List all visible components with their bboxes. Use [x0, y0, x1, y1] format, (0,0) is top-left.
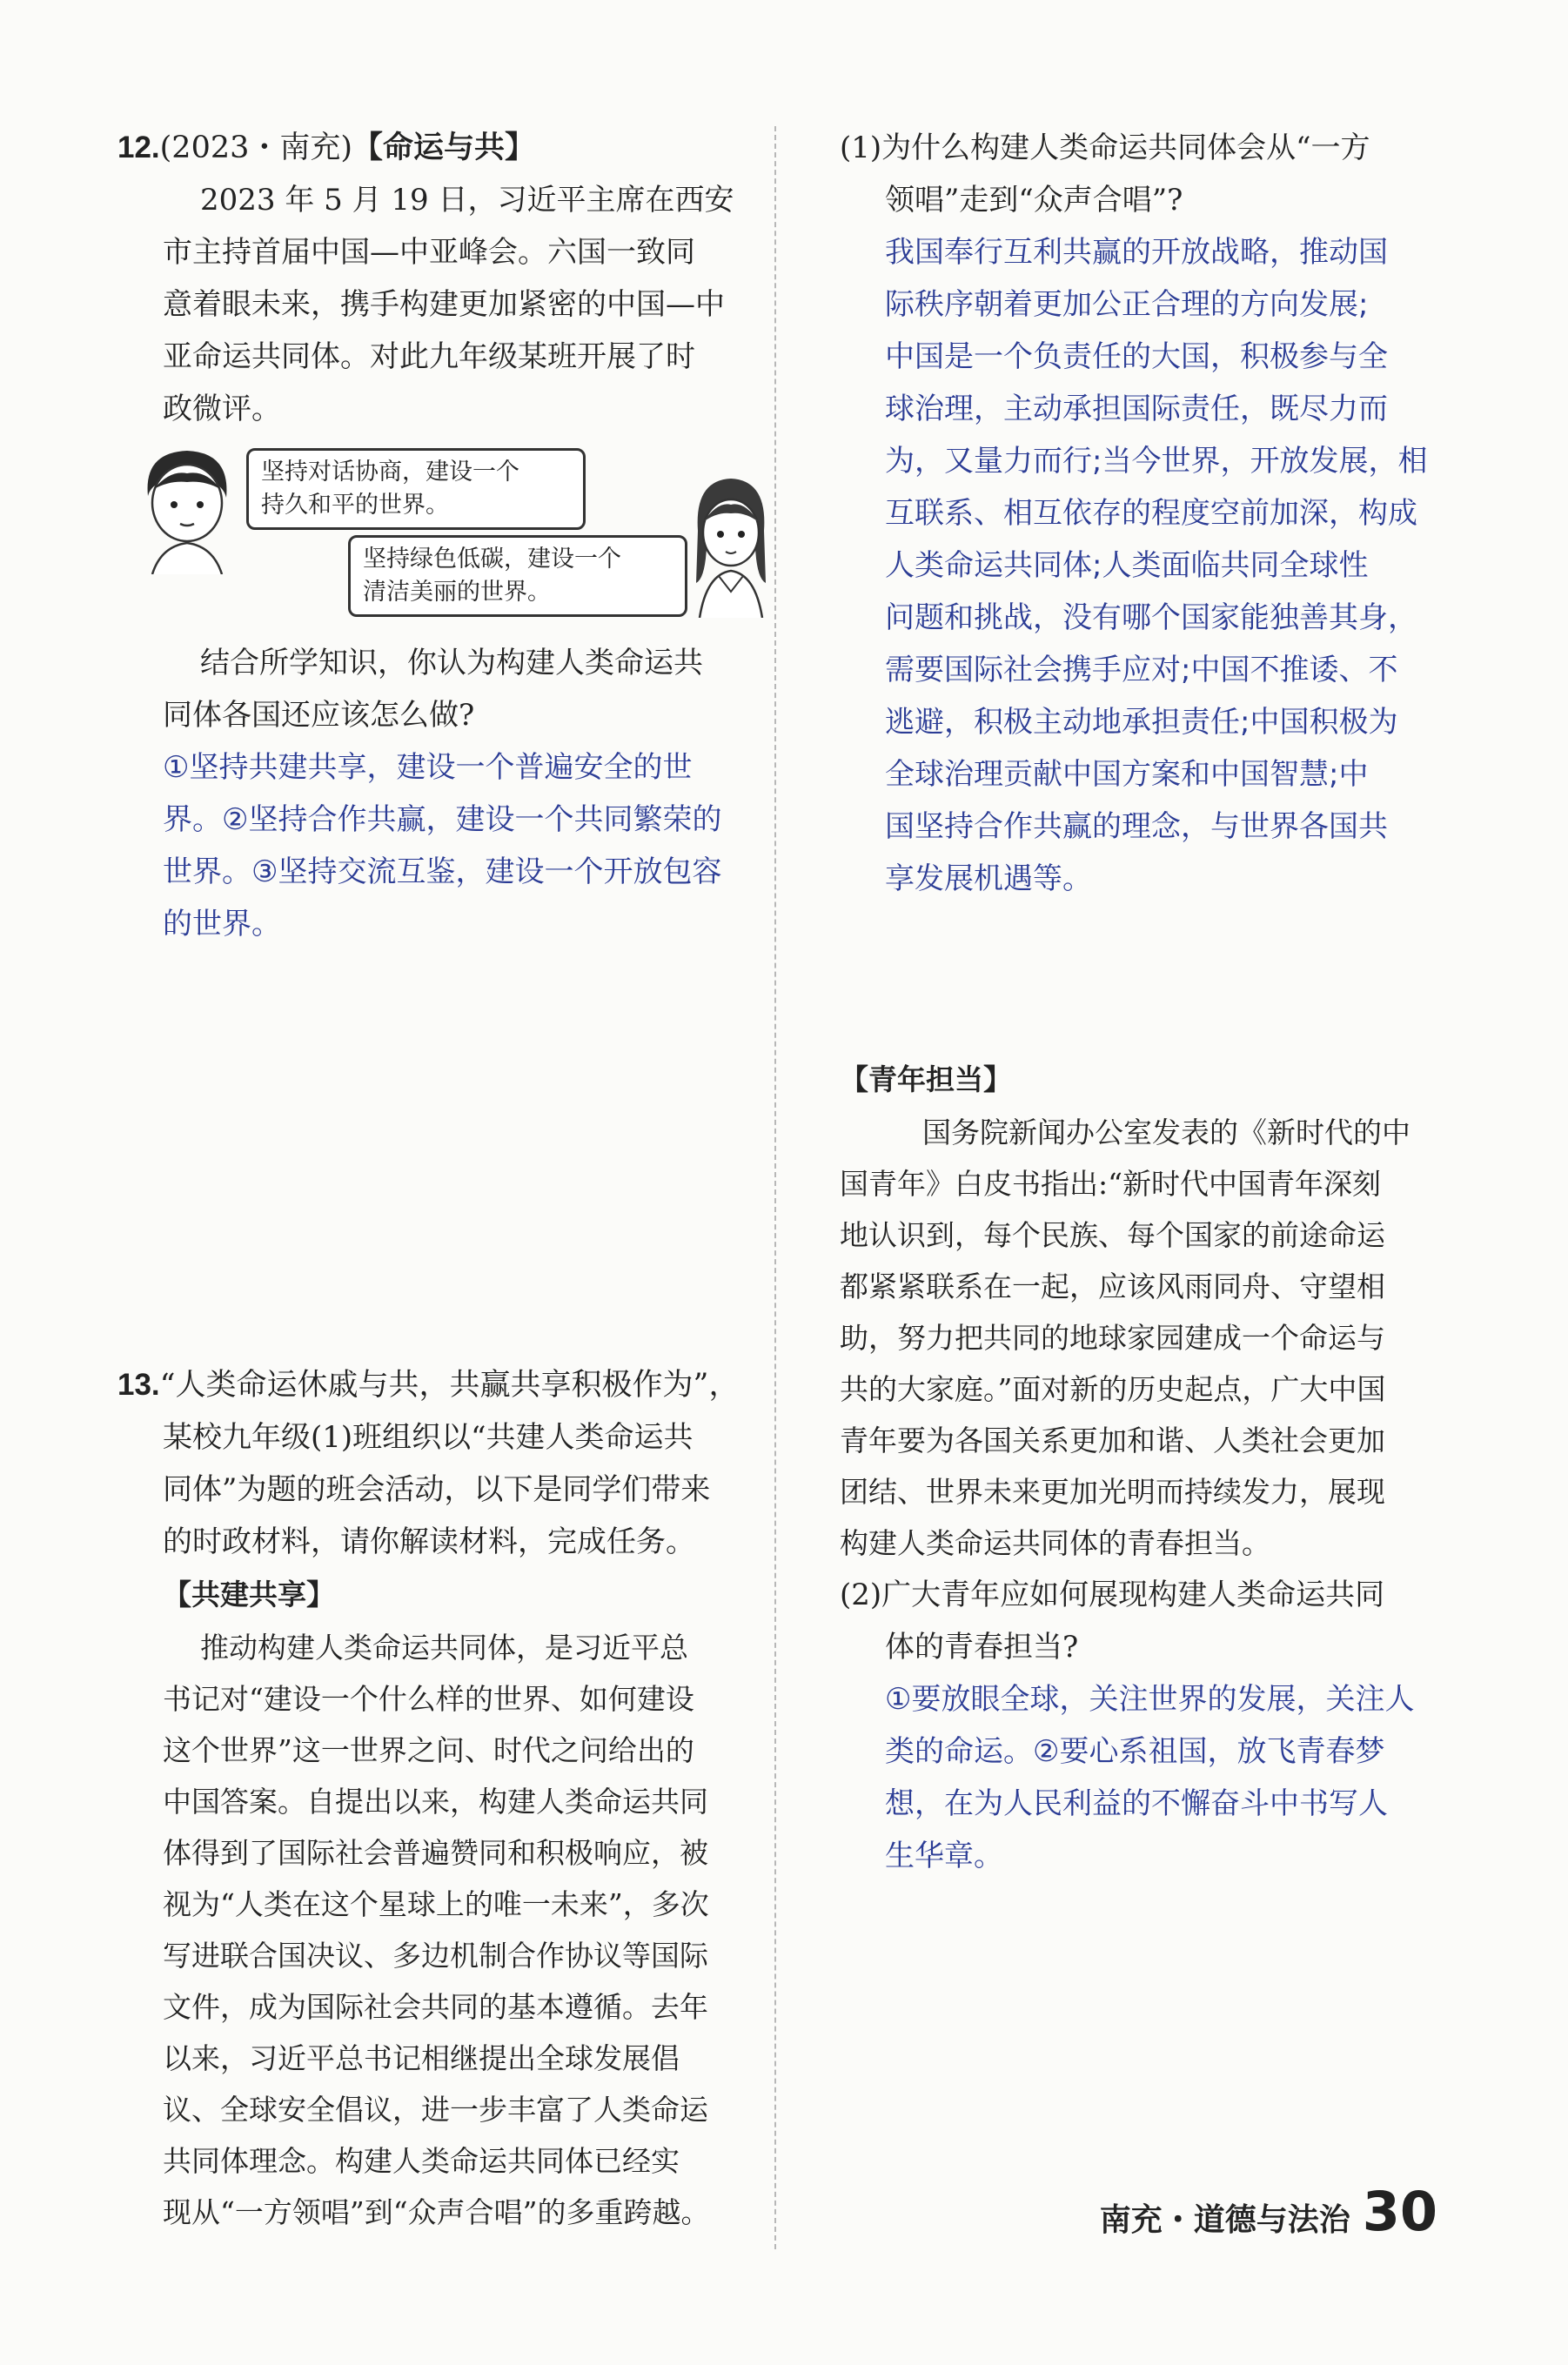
q13-intro — [117, 1359, 761, 1568]
material-line: 地认识到，每个民族、每个国家的前途命运 — [840, 1218, 1385, 1252]
material-line: 文件，成为国际社会共同的基本遵循。去年 — [163, 1990, 708, 2024]
bubble-boy-line: 持久和平的世界。 — [261, 492, 449, 519]
material-line: 共的大家庭。”面对新的历史起点，广大中国 — [840, 1372, 1386, 1406]
q12-stem-line: 政微评。 — [163, 392, 281, 426]
q13-intro-line: 某校九年级(1)班组织以“共建人类命运共 — [163, 1420, 694, 1455]
q12-source: (2023・南充) — [159, 131, 353, 165]
q13-number: 13. — [117, 1368, 160, 1402]
q12-answer-line: 世界。③坚持交流互鉴，建设一个开放包容 — [163, 854, 722, 889]
footer-label: 南充・道德与法治 — [1099, 2202, 1350, 2238]
right-column — [840, 122, 1449, 1882]
sub1-answer-line: 中国是一个负责任的大国，积极参与全 — [885, 339, 1388, 374]
material-line: 书记对“建设一个什么样的世界、如何建设 — [163, 1682, 694, 1716]
section-title-gongjian: 【共建共享】 — [163, 1578, 335, 1611]
q13-sub2-question — [840, 1569, 1449, 1673]
material-line: 国青年》白皮书指出:“新时代中国青年深刻 — [840, 1167, 1381, 1201]
q13-sub2-answer — [840, 1673, 1449, 1882]
sub1-answer-line: 享发展机遇等。 — [885, 861, 1092, 896]
q13-intro-line: “人类命运休戚与共，共赢共享积极作为”， — [159, 1368, 740, 1403]
q12-stem-line: 市主持首届中国—中亚峰会。六国一致同 — [163, 235, 695, 270]
q12-question-line: 同体各国还应该怎么做? — [163, 698, 475, 733]
q12-stem — [117, 174, 761, 435]
sub1-answer-line: 人类命运共同体;人类面临共同全球性 — [885, 548, 1369, 583]
speech-bubble-girl — [348, 535, 687, 617]
material-line: 现从“一方领唱”到“众声合唱”的多重跨越。 — [163, 2195, 710, 2229]
sub1-answer-line: 需要国际社会携手应对;中国不推诿、不 — [885, 653, 1398, 687]
q12-illustration — [117, 444, 761, 626]
bubble-boy-line: 坚持对话协商，建设一个 — [261, 459, 519, 486]
sub2-answer-line: 类的命运。②要心系祖国，放飞青春梦 — [885, 1734, 1385, 1769]
column-divider — [774, 126, 776, 2249]
material-line: 写进联合国决议、多边机制合作协议等国际 — [163, 1939, 708, 1973]
q12-answer-line: 界。②坚持合作共赢，建设一个共同繁荣的 — [163, 802, 722, 837]
material-line: 青年要为各国关系更加和谐、人类社会更加 — [840, 1424, 1385, 1457]
sub1-question-line: (1)为什么构建人类命运共同体会从“一方 — [840, 131, 1370, 165]
q13-intro-line: 同体”为题的班会活动，以下是同学们带来 — [163, 1472, 711, 1507]
material-line: 共同体理念。构建人类命运共同体已经实 — [163, 2144, 680, 2178]
q12-stem-line: 2023 年 5 月 19 日，习近平主席在西安 — [200, 183, 734, 218]
speech-bubble-boy — [246, 448, 586, 530]
material-line: 以来，习近平总书记相继提出全球发展倡 — [163, 2041, 680, 2075]
sub1-answer-line: 国坚持合作共赢的理念，与世界各国共 — [885, 809, 1388, 844]
sub1-answer-line: 问题和挑战，没有哪个国家能独善其身， — [885, 600, 1417, 635]
q12-answer — [117, 741, 761, 950]
q12-question — [117, 637, 761, 741]
material-line: 助，努力把共同的地球家园建成一个命运与 — [840, 1321, 1385, 1355]
material-line: 中国答案。自提出以来，构建人类命运共同 — [163, 1785, 708, 1819]
boy-illustration — [135, 444, 239, 574]
q13-heading — [117, 1359, 761, 1411]
material-line: 这个世界”这一世界之问、时代之问给出的 — [163, 1733, 694, 1767]
sub2-question-line: (2)广大青年应如何展现构建人类命运共同 — [840, 1578, 1385, 1612]
sub2-answer-line: 想，在为人民利益的不懈奋斗中书写人 — [885, 1786, 1388, 1821]
page-footer — [1100, 2180, 1437, 2243]
material-line: 都紧紧联系在一起，应该风雨同舟、守望相 — [840, 1270, 1385, 1303]
material-line: 推动构建人类命运共同体，是习近平总 — [200, 1631, 688, 1665]
material-line: 构建人类命运共同体的青春担当。 — [840, 1526, 1270, 1560]
sub1-answer-line: 为，又量力而行;当今世界，开放发展，相 — [885, 444, 1428, 479]
section-text-qingnian — [840, 1107, 1449, 1569]
material-line: 议、全球安全倡议，进一步丰富了人类命运 — [163, 2093, 708, 2127]
sub1-answer-line: 互联系、相互依存的程度空前加深，构成 — [885, 496, 1417, 531]
material-line: 视为“人类在这个星球上的唯一未来”，多次 — [163, 1887, 709, 1921]
material-line: 国务院新闻办公室发表的《新时代的中 — [922, 1116, 1411, 1149]
q12-stem-line: 亚命运共同体。对此九年级某班开展了时 — [163, 339, 695, 374]
material-line: 体得到了国际社会普遍赞同和积极响应，被 — [163, 1836, 708, 1870]
bubble-girl-line: 坚持绿色低碳，建设一个 — [363, 546, 621, 573]
page-number: 30 — [1362, 2180, 1437, 2243]
left-column — [117, 122, 761, 2238]
q13-intro-line: 的时政材料，请你解读材料，完成任务。 — [163, 1524, 695, 1559]
sub1-answer-line: 际秩序朝着更加公正合理的方向发展; — [885, 287, 1369, 322]
q13-sub1-question — [840, 122, 1449, 226]
sub1-answer-line: 全球治理贡献中国方案和中国智慧;中 — [885, 757, 1369, 792]
girl-illustration — [687, 470, 774, 618]
q12-number: 12. — [117, 131, 160, 164]
sub1-answer-line: 逃避，积极主动地承担责任;中国积极为 — [885, 705, 1398, 740]
q12-answer-line: 的世界。 — [163, 907, 281, 941]
section-title-qingnian: 【青年担当】 — [840, 1062, 1012, 1096]
q12-stem-line: 意着眼未来，携手构建更加紧密的中国—中 — [163, 287, 725, 322]
sub1-question-line: 领唱”走到“众声合唱”? — [885, 183, 1183, 218]
q12-tag: 【命运与共】 — [352, 131, 536, 165]
sub2-question-line: 体的青春担当? — [885, 1630, 1079, 1665]
section-text-gongjian — [117, 1622, 761, 2238]
q12-heading — [117, 122, 761, 174]
bubble-girl-line: 清洁美丽的世界。 — [363, 579, 551, 606]
q13-sub1-answer — [840, 226, 1449, 905]
material-line: 团结、世界未来更加光明而持续发力，展现 — [840, 1475, 1385, 1509]
q12-answer-line: ①坚持共建共享，建设一个普遍安全的世 — [163, 750, 693, 785]
sub1-answer-line: 我国奉行互利共赢的开放战略，推动国 — [885, 235, 1388, 270]
sub1-answer-line: 球治理，主动承担国际责任，既尽力而 — [885, 392, 1388, 426]
sub2-answer-line: 生华章。 — [885, 1839, 1003, 1873]
sub2-answer-line: ①要放眼全球，关注世界的发展，关注人 — [885, 1682, 1415, 1717]
q12-question-line: 结合所学知识，你认为构建人类命运共 — [200, 646, 703, 680]
